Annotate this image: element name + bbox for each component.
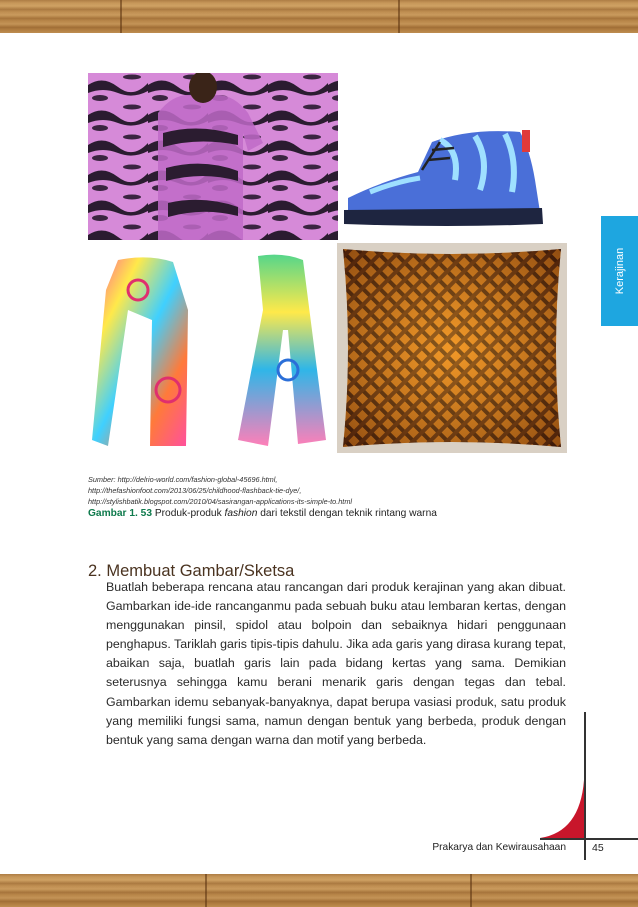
footer-book-title: Prakarya dan Kewirausahaan [432, 842, 566, 853]
chapter-side-tab [601, 216, 638, 326]
source-line: Sumber: http://delrio-world.com/fashion-global-45696.html, [88, 475, 278, 484]
corner-ornament [540, 780, 586, 840]
chapter-tab-label: Kerajinan [613, 247, 626, 295]
figure-caption [88, 508, 568, 519]
source-line: http://thefashionfoot.com/2013/06/25/childhood-flashback-tie-dye/, [88, 486, 302, 495]
plank-seam [470, 874, 472, 907]
footer-horizontal-rule [540, 838, 638, 840]
wood-frame-top [0, 0, 638, 33]
plank-seam [398, 0, 400, 33]
figure-source [88, 474, 568, 507]
caption-prefix: Produk-produk [154, 508, 222, 519]
section-body: Buatlah beberapa rencana atau rancangan dari produk kerajinan yang akan dibuat. Gambarkan ide-ide rancanganmu pada sebuah buku atau lembaran kertas, dengan menggunakan pinsil, spidol atau bolpoin dan sebaiknya hidari penggunaan penghapus. Tariklah garis tipis-tipis dahulu. Jika ada garis yang dirasa kurang tepat, abaikan saja, buatlah garis lain pada bidang kertas yang sama. Demikian seterusnya sehingga kamu berani menarik garis dengan tegas dan tebal. Gambarkan idemu sebanyak-banyaknya, dapat berupa vasiasi produk, satu produk yang memiliki fungsi sama, namun dengan bentuk yang berbeda, produk dengan bentuk yang sama dengan warna dan motif yang berbeda. [106, 580, 566, 747]
wood-frame-bottom [0, 874, 638, 907]
source-line: http://stylishbatik.blogspot.com/2010/04/sasirangan-applications-its-simple-to.html [88, 497, 353, 506]
section-heading: 2. Membuat Gambar/Sketsa [88, 562, 295, 580]
caption-suffix: dari tekstil dengan teknik rintang warna [260, 508, 437, 519]
scarves-photo [88, 250, 333, 450]
sneaker-photo [340, 120, 545, 230]
caption-italic: fashion [224, 508, 258, 519]
page-number: 45 [592, 842, 604, 854]
plank-seam [205, 874, 207, 907]
caption-label: Gambar 1. 53 [88, 508, 152, 519]
pillow-photo [337, 243, 567, 453]
tshirt-photo [88, 73, 338, 240]
plank-seam [120, 0, 122, 33]
